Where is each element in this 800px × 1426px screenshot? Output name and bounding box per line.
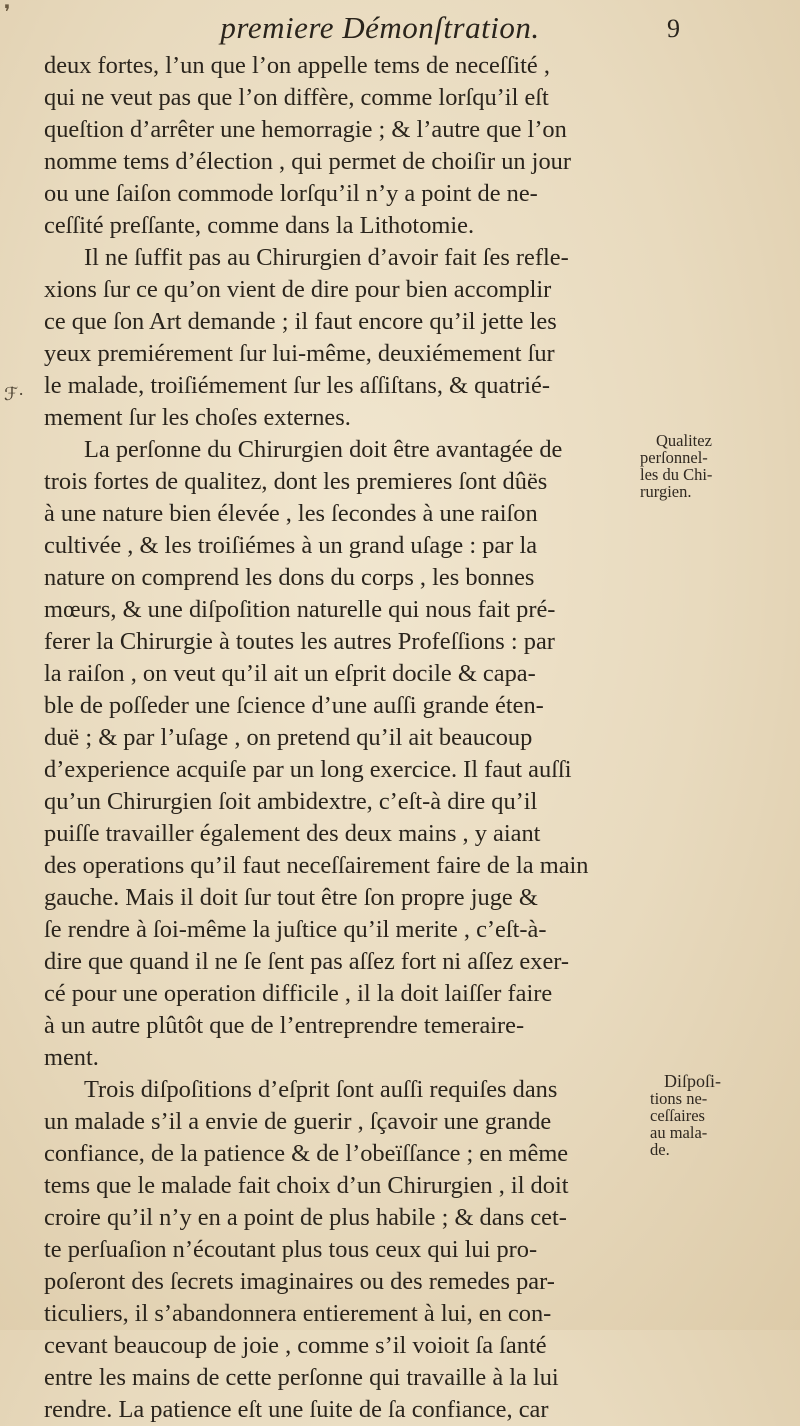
margin-note-line: rurgien.	[640, 482, 692, 501]
text-line: trois fortes de qualitez, dont les premieres ſont dûës	[44, 468, 548, 495]
text-line: duë ; & par l’uſage , on pretend qu’il ait beaucoup	[44, 724, 533, 751]
margin-note-line: de.	[650, 1140, 670, 1159]
text-line: la raiſon , on veut qu’il ait un eſprit docile & capa-	[44, 660, 536, 687]
margin-note-dispositions	[650, 1073, 800, 1158]
text-line: Trois diſpoſitions d’eſprit ſont auſſi requiſes dans	[84, 1076, 558, 1103]
text-line: confiance, de la patience & de l’obeïſſance ; en même	[44, 1140, 569, 1167]
text-line: Il ne ſuffit pas au Chirurgien d’avoir fait ſes refle-	[84, 244, 569, 271]
text-line: yeux premiérement ſur lui-même, deuxiémement ſur	[44, 340, 555, 367]
text-line: à un autre plûtôt que de l’entreprendre temeraire-	[44, 1012, 525, 1039]
text-line: ticuliers, il s’abandonnera entierement à lui, en con-	[44, 1300, 552, 1327]
text-line: puiſſe travailler également des deux mains , y aiant	[44, 820, 541, 847]
running-title: premiere Démonſtration.	[220, 10, 540, 45]
margin-note-qualitez	[640, 432, 800, 500]
text-line: entre les mains de cette perſonne qui travaille à la lui	[44, 1364, 559, 1391]
text-line: ferer la Chirurgie à toutes les autres Profeſſions : par	[44, 628, 555, 655]
margin-note-line: Qualitez	[656, 431, 712, 450]
text-line: le malade, troiſiémement ſur les aſſiſtans, & quatrié-	[44, 372, 550, 399]
page-number: 9	[667, 14, 680, 43]
text-line: La perſonne du Chirurgien doit être avantagée de	[84, 436, 563, 463]
margin-note-line: perſonnel-	[640, 448, 708, 467]
text-line: nature on comprend les dons du corps , les bonnes	[44, 564, 535, 591]
ink-mark: ℱ·	[4, 384, 25, 404]
text-line: rendre. La patience eſt une ſuite de ſa confiance, car	[44, 1396, 549, 1423]
text-line: xions ſur ce qu’on vient de dire pour bien accomplir	[44, 276, 552, 303]
text-line: nomme tems d’élection , qui permet de choiſir un jour	[44, 148, 571, 175]
margin-note-line: ceſſaires	[650, 1106, 705, 1125]
text-line: mœurs, & une diſpoſition naturelle qui nous fait pré-	[44, 596, 556, 623]
margin-note-line: les du Chi-	[640, 465, 713, 484]
text-line: croire qu’il n’y en a point de plus habile ; & dans cet-	[44, 1204, 567, 1231]
text-line: ce que ſon Art demande ; il faut encore qu’il jette les	[44, 308, 557, 335]
text-line: mement ſur les choſes externes.	[44, 404, 351, 431]
text-line: queſtion d’arrêter une hemorragie ; & l’autre que l’on	[44, 116, 567, 143]
margin-note-line: Diſpoſi-	[664, 1071, 721, 1091]
text-line: tems que le malade fait choix d’un Chirurgien , il doit	[44, 1172, 569, 1199]
text-line: deux fortes, l’un que l’on appelle tems de neceſſité ,	[44, 52, 550, 79]
text-line: à une nature bien élevée , les ſecondes à une raiſon	[44, 500, 538, 527]
text-line: ou une ſaiſon commode lorſqu’il n’y a point de ne-	[44, 180, 538, 207]
text-line: qu’un Chirurgien ſoit ambidextre, c’eſt-à dire qu’il	[44, 788, 538, 815]
text-line: qui ne veut pas que l’on diffère, comme lorſqu’il eſt	[44, 84, 549, 111]
text-line: ment.	[44, 1044, 99, 1071]
margin-note-line: tions ne-	[650, 1089, 708, 1108]
text-line: un malade s’il a envie de guerir , ſçavoir une grande	[44, 1108, 552, 1135]
page-header	[90, 8, 680, 50]
body-text	[44, 50, 644, 1426]
ink-mark: ❜	[4, 2, 11, 24]
text-line: te perſuaſion n’écoutant plus tous ceux qui lui pro-	[44, 1236, 538, 1263]
text-line: cultivée , & les troiſiémes à un grand uſage : par la	[44, 532, 538, 559]
text-line: gauche. Mais il doit ſur tout être ſon propre juge &	[44, 884, 538, 911]
text-line: dire que quand il ne ſe ſent pas aſſez fort ni aſſez exer-	[44, 948, 570, 975]
text-line: ceſſité preſſante, comme dans la Lithotomie.	[44, 212, 475, 239]
text-line: d’experience acquiſe par un long exercice. Il faut auſſi	[44, 756, 572, 783]
text-line: cé pour une operation difficile , il la doit laiſſer faire	[44, 980, 553, 1007]
text-line: cevant beaucoup de joie , comme s’il voioit ſa ſanté	[44, 1332, 547, 1359]
text-line: poſeront des ſecrets imaginaires ou des remedes par-	[44, 1268, 555, 1295]
text-line: des operations qu’il faut neceſſairement faire de la main	[44, 852, 589, 879]
text-line: ble de poſſeder une ſcience d’une auſſi grande éten-	[44, 692, 544, 719]
text-line: ſe rendre à ſoi-même la juſtice qu’il merite , c’eſt-à-	[44, 916, 547, 943]
margin-note-line: au mala-	[650, 1123, 708, 1142]
